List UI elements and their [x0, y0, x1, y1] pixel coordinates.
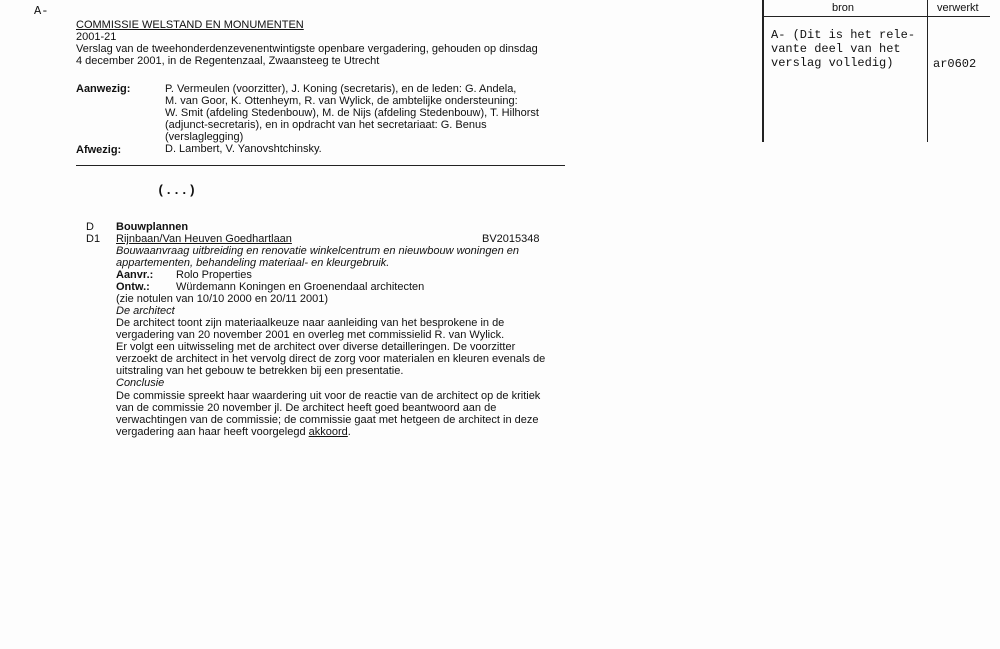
- item-description: Bouwaanvraag uitbreiding en renovatie winkelcentrum en nieuwbouw woningen en: [116, 245, 519, 257]
- present-line: W. Smit (afdeling Stedenbouw), M. de Nijs (afdeling Stedenbouw), T. Hilhorst: [165, 107, 539, 119]
- item-code: D1: [86, 233, 101, 245]
- architect-line: De architect toont zijn materiaalkeuze naar aanleiding van het besprokene in de: [116, 317, 505, 329]
- conclusion-line: van de commissie 20 november jl. De architect heeft goed beantwoord aan de: [116, 402, 497, 414]
- absent-names: D. Lambert, V. Yanovshtchinsky.: [165, 143, 322, 155]
- architect-line: Er volgt een uitwisseling met de architect over diverse detailleringen. De voorzitter: [116, 341, 516, 353]
- source-note: A- (Dit is het rele-: [771, 28, 916, 42]
- conclusion-heading: Conclusie: [116, 377, 165, 389]
- designer-label: Ontw.:: [116, 281, 150, 293]
- verdict: akkoord: [308, 426, 348, 438]
- item-reference: BV2015348: [482, 233, 540, 245]
- conclusion-last-line: [116, 426, 351, 438]
- divider: [76, 165, 565, 166]
- document-title: COMMISSIE WELSTAND EN MONUMENTEN: [76, 19, 304, 31]
- item-location: Rijnbaan/Van Heuven Goedhartlaan: [116, 233, 292, 245]
- applicant: Rolo Properties: [176, 269, 252, 281]
- architect-line: vergadering van 20 november 2001 en overleg met commissielid R. van Wylick.: [116, 329, 505, 341]
- source-note: vante deel van het: [771, 42, 901, 56]
- item-description: appartementen, behandeling materiaal- en kleurgebruik.: [116, 257, 390, 269]
- present-label: Aanwezig:: [76, 83, 131, 95]
- table-header-border: [762, 16, 990, 17]
- section-code: D: [86, 221, 94, 233]
- table-column-divider: [927, 0, 928, 142]
- present-line: (adjunct-secretaris), en in opdracht van het secretariaat: G. Benus: [165, 119, 487, 131]
- conclusion-line: De commissie spreekt haar waardering uit voor de reactie van de architect op de kritiek: [116, 390, 541, 402]
- present-line: P. Vermeulen (voorzitter), J. Koning (secretaris), en de leden: G. Andela,: [165, 83, 517, 95]
- designer: Würdemann Koningen en Groenendaal architecten: [176, 281, 425, 293]
- applicant-label: Aanvr.:: [116, 269, 154, 281]
- section-title: Bouwplannen: [116, 221, 189, 233]
- architect-heading: De architect: [116, 305, 175, 317]
- notes-reference: (zie notulen van 10/10 2000 en 20/11 2001): [116, 293, 329, 305]
- source-note: verslag volledig): [771, 56, 894, 70]
- column-header-source: bron: [832, 2, 855, 14]
- present-line: M. van Goor, K. Ottenheym, R. van Wylick, de ambtelijke ondersteuning:: [165, 95, 518, 107]
- architect-line: uitstraling van het gebouw te betrekken bij een presentatie.: [116, 365, 404, 377]
- present-line: (verslaglegging): [165, 131, 244, 143]
- subtitle-line: Verslag van de tweehonderdenzevenentwintigste openbare vergadering, gehouden op dinsdag: [76, 43, 538, 55]
- table-left-border: [762, 0, 764, 142]
- conclusion-line: verwachtingen van de commissie; de commissie gaat met hetgeen de architect in deze: [116, 414, 539, 426]
- processed-code: ar0602: [933, 57, 977, 71]
- meeting-number: 2001-21: [76, 31, 117, 43]
- architect-line: verzoekt de architect in het vervolg direct de zorg voor materialen en kleuren evenals de: [116, 353, 546, 365]
- subtitle-line: 4 december 2001, in de Regentenzaal, Zwaansteeg te Utrecht: [76, 55, 380, 67]
- margin-mark: A-: [34, 4, 49, 18]
- column-header-processed: verwerkt: [937, 2, 979, 14]
- conclusion-text: vergadering aan haar heeft voorgelegd: [116, 426, 309, 438]
- absent-label: Afwezig:: [76, 144, 122, 156]
- ellipsis-mark: (...): [157, 183, 197, 198]
- conclusion-end: .: [347, 426, 351, 438]
